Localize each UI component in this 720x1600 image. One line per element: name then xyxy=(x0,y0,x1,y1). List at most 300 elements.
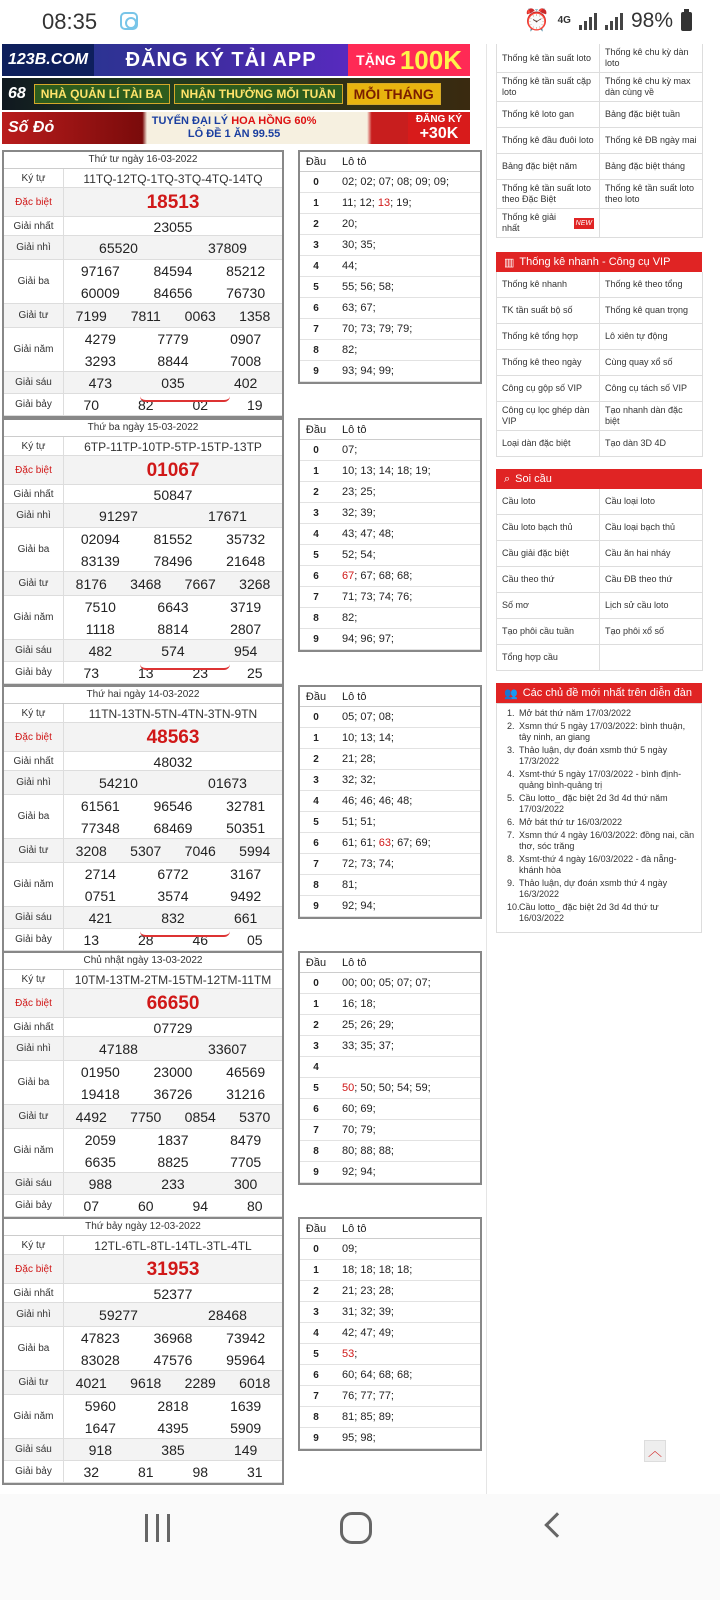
prize-row-g5 xyxy=(4,1129,282,1173)
prize-values xyxy=(64,1105,282,1128)
sidebar-link[interactable]: Lô xiên tự động xyxy=(600,324,703,350)
sidebar-link[interactable]: TK tần suất bộ số xyxy=(497,298,600,324)
prize-number: 421 xyxy=(88,910,112,926)
prize-number: 19418 xyxy=(80,1086,120,1102)
prize-number: 21648 xyxy=(226,553,266,569)
prize-number: 65520 xyxy=(99,240,138,256)
prize-number: 8814 xyxy=(157,621,189,637)
loto-head-digit: 5 xyxy=(313,1082,319,1094)
sidebar-link[interactable]: Công cụ tách số VIP xyxy=(600,376,703,402)
sidebar-link[interactable]: Cùng quay xổ số xyxy=(600,350,703,376)
loto-row xyxy=(300,340,480,361)
loto-values: 16; 18; xyxy=(342,998,376,1010)
prize-number: 83028 xyxy=(80,1352,120,1368)
prize-values xyxy=(64,989,282,1017)
topic-item[interactable] xyxy=(507,708,695,719)
loto-head-digit: 0 xyxy=(313,1243,319,1255)
sidebar-link[interactable]: Thống kê theo tổng xyxy=(600,272,703,298)
battery-level: 98% xyxy=(630,9,673,32)
loto-row xyxy=(300,791,480,812)
loto-head-digit: 3 xyxy=(313,507,319,519)
prize-number: 7046 xyxy=(184,843,216,859)
loto-values: 23; 25; xyxy=(342,486,376,498)
prize-number: 46569 xyxy=(226,1064,266,1080)
prize-number: 233 xyxy=(161,1176,185,1192)
prize-number: 18513 xyxy=(146,191,200,213)
loto-row xyxy=(300,1407,480,1428)
prize-values xyxy=(64,188,282,216)
prize-number: 60 xyxy=(137,1198,154,1214)
prize-row-ky xyxy=(4,970,282,989)
loto-header xyxy=(300,687,480,707)
loto-values: 70; 73; 79; 79; xyxy=(342,323,413,335)
prize-label: Giải năm xyxy=(4,1129,64,1172)
prize-label: Đặc biệt xyxy=(4,989,64,1017)
loto-values: 21; 28; xyxy=(342,753,376,765)
loto-head-digit: 8 xyxy=(313,1145,319,1157)
loto-values: 92; 94; xyxy=(342,1166,376,1178)
loto-head-digit: 4 xyxy=(313,1327,319,1339)
loto-row xyxy=(300,1078,480,1099)
prize-number: 2818 xyxy=(157,1398,189,1414)
prize-row-g6 xyxy=(4,1439,282,1461)
prize-number: 7510 xyxy=(84,599,116,615)
loto-row xyxy=(300,524,480,545)
prize-number: 9492 xyxy=(230,888,262,904)
prize-number: 84594 xyxy=(153,263,193,279)
topic-title: Cầu lotto_ đặc biệt 2d 3d 4d thứ năm 17/03/2022 xyxy=(519,793,668,814)
navigation-bar xyxy=(0,1494,720,1600)
prize-label: Giải tư xyxy=(4,839,64,862)
loto-row xyxy=(300,482,480,503)
topic-title: Xsmt-thứ 4 ngày 16/03/2022 - đà nẵng-khánh hòa xyxy=(519,854,677,875)
banner-logo: 68 xyxy=(8,85,26,102)
topic-number: 5. xyxy=(507,793,515,803)
prize-number: 4395 xyxy=(157,1420,189,1436)
recent-apps-button[interactable] xyxy=(145,1514,170,1542)
sidebar-link[interactable]: Thống kê theo ngày xyxy=(497,350,600,376)
prize-values xyxy=(64,752,282,770)
sidebar-link[interactable]: Thống kê tần suất cặp loto xyxy=(497,73,600,102)
back-button[interactable] xyxy=(544,1512,569,1537)
prize-values xyxy=(64,1129,282,1172)
prize-row-g5 xyxy=(4,328,282,372)
result-table xyxy=(2,685,284,953)
loto-head-digit: 9 xyxy=(313,365,319,377)
dau-label: Đầu xyxy=(305,956,327,969)
sidebar-link[interactable]: Thống kê ĐB ngày mai xyxy=(600,128,703,154)
prize-number: 11TQ-12TQ-1TQ-3TQ-4TQ-14TQ xyxy=(83,171,263,186)
prize-label: Ký tự xyxy=(4,704,64,722)
loto-row xyxy=(300,256,480,277)
loto-values: 60; 69; xyxy=(342,1103,376,1115)
loto-row xyxy=(300,875,480,896)
loto-head-digit: 1 xyxy=(313,1264,319,1276)
banner-logo: Số Đỏ xyxy=(8,119,55,136)
loto-head-digit: 3 xyxy=(313,1040,319,1052)
prize-row-g3 xyxy=(4,1061,282,1105)
prize-number: 661 xyxy=(233,910,258,926)
prize-row-db xyxy=(4,1255,282,1284)
result-date: Thứ bảy ngày 12-03-2022 xyxy=(4,1219,282,1236)
loto-table xyxy=(298,685,482,919)
loto-values: 07; xyxy=(342,444,358,456)
sidebar-link[interactable]: Loại dàn đặc biệt xyxy=(497,431,600,457)
prize-values xyxy=(64,260,282,303)
loto-row xyxy=(300,973,480,994)
loto-values: 30; 35; xyxy=(342,239,376,251)
prize-values xyxy=(64,1236,282,1254)
sidebar-link[interactable]: Cầu loto bạch thủ xyxy=(497,515,600,541)
prize-label: Giải sáu xyxy=(4,907,64,928)
prize-number: 73 xyxy=(83,665,100,681)
prize-label: Đặc biệt xyxy=(4,1255,64,1283)
banner-123b[interactable] xyxy=(2,44,470,76)
loto-values: 94; 96; 97; xyxy=(342,633,394,645)
prize-number: 60009 xyxy=(80,285,120,301)
status-time: 08:35 xyxy=(42,9,98,34)
loto-table xyxy=(298,418,482,652)
sidebar-link[interactable]: Thống kê chu kỳ dàn loto xyxy=(600,44,703,73)
prize-number: 17671 xyxy=(208,508,247,524)
sidebar-link[interactable]: Thống kê tổng hợp xyxy=(497,324,600,350)
prize-number: 3574 xyxy=(157,888,189,904)
sidebar-link[interactable]: Tổng hợp cầu xyxy=(497,645,600,671)
prize-number: 482 xyxy=(88,643,112,659)
prize-number: 0063 xyxy=(184,308,216,324)
topic-number: 7. xyxy=(507,830,515,840)
loto-values: 92; 94; xyxy=(342,900,376,912)
sidebar-link[interactable]: Thống kê tần suất loto xyxy=(497,44,600,73)
prize-number: 46 xyxy=(192,932,209,948)
loto-values: 32; 32; xyxy=(342,774,376,786)
prize-number: 94 xyxy=(192,1198,209,1214)
prize-number: 988 xyxy=(88,1176,112,1192)
loto-row xyxy=(300,214,480,235)
loto-values: 09; xyxy=(342,1243,358,1255)
prize-values xyxy=(64,528,282,571)
loto-values: 18; 18; 18; 18; xyxy=(342,1264,413,1276)
signal-icon xyxy=(579,12,597,30)
prize-number: 8825 xyxy=(157,1154,189,1170)
prize-row-g6 xyxy=(4,372,282,394)
prize-label: Giải nhất xyxy=(4,217,64,235)
topic-item[interactable] xyxy=(507,854,695,876)
prize-label: Giải nhất xyxy=(4,1018,64,1036)
topic-item[interactable] xyxy=(507,817,695,828)
loto-head-digit: 0 xyxy=(313,977,319,989)
loto-values: 11; 12; 13; 19; xyxy=(342,197,412,209)
loto-label: Lô tô xyxy=(342,423,367,436)
topic-title: Xsmn thứ 5 ngày 17/03/2022: bình thuận, tây ninh, an giang xyxy=(519,721,686,742)
loto-values: 82; xyxy=(342,344,358,356)
loto-row xyxy=(300,707,480,728)
prize-number: 01673 xyxy=(208,775,247,791)
loto-head-digit: 0 xyxy=(313,711,319,723)
prize-row-g6 xyxy=(4,640,282,662)
banner-gift: TẶNG 100K xyxy=(348,44,470,76)
sidebar-link[interactable]: Thống kê loto gan xyxy=(497,102,600,128)
prize-number: 36968 xyxy=(153,1330,193,1346)
topic-item[interactable] xyxy=(507,769,695,791)
loto-header xyxy=(300,152,480,172)
loto-head-digit: 4 xyxy=(313,260,319,272)
loto-row xyxy=(300,193,480,214)
prize-number: 954 xyxy=(233,643,258,659)
loto-values: 51; 51; xyxy=(342,816,376,828)
banner-register: ĐĂNG KÝ +30K xyxy=(408,112,470,144)
prize-number: 13 xyxy=(83,932,100,948)
prize-number: 402 xyxy=(233,375,258,391)
prize-number: 01067 xyxy=(146,459,200,481)
sidebar-link[interactable]: Tạo phôi xổ số xyxy=(600,619,703,645)
banner-68[interactable] xyxy=(2,78,470,110)
loto-head-digit: 5 xyxy=(313,816,319,828)
prize-values xyxy=(64,236,282,259)
sidebar-link[interactable]: Cầu loại loto xyxy=(600,489,703,515)
prize-number: 31216 xyxy=(226,1086,266,1102)
loto-head-digit: 3 xyxy=(313,239,319,251)
loto-head-digit: 6 xyxy=(313,302,319,314)
loto-values: 50; 50; 50; 54; 59; xyxy=(342,1082,431,1094)
topic-title: Xsmt-thứ 5 ngày 17/03/2022 - bình định-quảng bình-quảng trị xyxy=(519,769,682,790)
section-header: ▥ Thống kê nhanh - Công cụ VIP xyxy=(496,252,702,272)
alarm-icon: ⏰ xyxy=(523,9,550,32)
loto-head-digit: 1 xyxy=(313,197,319,209)
prize-label: Giải nhì xyxy=(4,1037,64,1060)
sidebar-link[interactable]: Thống kê giải nhất NEW xyxy=(497,209,600,238)
result-table xyxy=(2,1217,284,1485)
forum-topics xyxy=(496,703,702,933)
loto-head-digit: 2 xyxy=(313,486,319,498)
prize-row-g3 xyxy=(4,528,282,572)
prize-number: 3719 xyxy=(230,599,262,615)
sidebar-link[interactable]: Tạo nhanh dàn đặc biệt xyxy=(600,402,703,431)
prize-number: 07 xyxy=(83,1198,100,1214)
sidebar-link[interactable]: Thống kê chu kỳ max dàn cùng về xyxy=(600,73,703,102)
prize-label: Giải nhì xyxy=(4,236,64,259)
sidebar-link[interactable]: Cầu theo thứ xyxy=(497,567,600,593)
prize-number: 1639 xyxy=(230,1398,262,1414)
loto-head-digit: 8 xyxy=(313,879,319,891)
sidebar-link[interactable]: Cầu ăn hai nháy xyxy=(600,541,703,567)
sidebar-link[interactable]: Bảng đặc biệt năm xyxy=(497,154,600,180)
sidebar-link[interactable]: Cầu giải đặc biệt xyxy=(497,541,600,567)
prize-row-g3 xyxy=(4,795,282,839)
prize-row-db xyxy=(4,723,282,752)
prize-number: 54210 xyxy=(99,775,138,791)
loto-label: Lô tô xyxy=(342,155,367,168)
topic-item[interactable] xyxy=(507,878,695,900)
prize-label: Giải tư xyxy=(4,1105,64,1128)
loto-row xyxy=(300,608,480,629)
loto-values: 82; xyxy=(342,612,358,624)
prize-label: Giải tư xyxy=(4,304,64,327)
banner-sodo[interactable] xyxy=(2,112,470,144)
prize-number: 78496 xyxy=(153,553,193,569)
hand-underline xyxy=(140,664,230,670)
stats-grid xyxy=(496,44,702,238)
prize-values xyxy=(64,304,282,327)
loto-head-digit: 9 xyxy=(313,900,319,912)
loto-head-digit: 6 xyxy=(313,1369,319,1381)
home-button[interactable] xyxy=(340,1512,372,1544)
prize-number: 0854 xyxy=(184,1109,216,1125)
prize-label: Giải bảy xyxy=(4,929,64,950)
topic-item[interactable] xyxy=(507,830,695,852)
page-content xyxy=(0,44,720,1494)
loto-head-digit: 9 xyxy=(313,1166,319,1178)
loto-row xyxy=(300,1302,480,1323)
sidebar-link[interactable] xyxy=(600,209,703,238)
sidebar-link[interactable] xyxy=(600,645,703,671)
prize-row-g1 xyxy=(4,752,282,771)
prize-number: 76730 xyxy=(226,285,266,301)
prize-number: 3208 xyxy=(75,843,107,859)
prize-values xyxy=(64,970,282,988)
loto-head-digit: 2 xyxy=(313,753,319,765)
prize-number: 02 xyxy=(192,397,209,413)
loto-head-digit: 5 xyxy=(313,281,319,293)
sidebar-link[interactable]: Thống kê đầu đuôi loto xyxy=(497,128,600,154)
prize-number: 7008 xyxy=(230,353,262,369)
loto-values: 95; 98; xyxy=(342,1432,376,1444)
prize-number: 28468 xyxy=(208,1307,247,1323)
prize-number: 37809 xyxy=(208,240,247,256)
loto-values: 55; 56; 58; xyxy=(342,281,394,293)
topic-item[interactable] xyxy=(507,902,695,924)
sidebar-link[interactable]: Lịch sử cầu loto xyxy=(600,593,703,619)
topic-number: 2. xyxy=(507,721,515,731)
prize-number: 31953 xyxy=(146,1258,200,1280)
prize-label: Ký tự xyxy=(4,1236,64,1254)
result-table xyxy=(2,150,284,418)
loto-head-digit: 6 xyxy=(313,837,319,849)
prize-values xyxy=(64,1303,282,1326)
prize-number: 32 xyxy=(83,1464,100,1480)
loto-values: 52; 54; xyxy=(342,549,376,561)
sidebar-link[interactable]: Cầu ĐB theo thứ xyxy=(600,567,703,593)
prize-row-g5 xyxy=(4,863,282,907)
sidebar-link[interactable]: Bảng đặc biệt tháng xyxy=(600,154,703,180)
prize-label: Ký tự xyxy=(4,437,64,455)
prize-row-g4 xyxy=(4,304,282,328)
prize-number: 70 xyxy=(83,397,100,413)
sidebar-link[interactable]: Thống kê tần suất loto theo loto xyxy=(600,180,703,209)
prize-label: Giải bảy xyxy=(4,394,64,415)
sidebar-link[interactable]: Tạo dàn 3D 4D xyxy=(600,431,703,457)
prize-number: 47576 xyxy=(153,1352,193,1368)
loto-row xyxy=(300,440,480,461)
prize-number: 3468 xyxy=(130,576,162,592)
prize-row-ky xyxy=(4,437,282,456)
prize-label: Đặc biệt xyxy=(4,188,64,216)
prize-number: 473 xyxy=(88,375,112,391)
loto-row xyxy=(300,172,480,193)
topic-item[interactable] xyxy=(507,745,695,767)
topic-item[interactable] xyxy=(507,793,695,815)
prize-number: 2289 xyxy=(184,1375,216,1391)
prize-values xyxy=(64,572,282,595)
prize-label: Giải nhất xyxy=(4,752,64,770)
loto-row xyxy=(300,277,480,298)
prize-values xyxy=(64,1018,282,1036)
prize-values xyxy=(64,839,282,862)
sidebar-link[interactable]: Công cụ gộp số VIP xyxy=(497,376,600,402)
prize-number: 50351 xyxy=(226,820,266,836)
loto-header xyxy=(300,420,480,440)
prize-label: Đặc biệt xyxy=(4,723,64,751)
loto-row xyxy=(300,1036,480,1057)
banner-text: TUYỂN ĐẠI LÝ HOA HỒNG 60% LÔ ĐỀ 1 ĂN 99.55 xyxy=(151,115,317,140)
prize-number: 36726 xyxy=(153,1086,193,1102)
scroll-to-top-button[interactable] xyxy=(644,1440,666,1462)
loto-row xyxy=(300,298,480,319)
prize-row-ky xyxy=(4,704,282,723)
prize-values xyxy=(64,437,282,455)
prize-number: 4279 xyxy=(84,331,116,347)
sidebar-link[interactable]: Thống kê quan trọng xyxy=(600,298,703,324)
sidebar-link[interactable]: Cầu loại bạch thủ xyxy=(600,515,703,541)
loto-values: 81; xyxy=(342,879,358,891)
prize-number: 6643 xyxy=(157,599,189,615)
prize-number: 28 xyxy=(137,932,154,948)
prize-number: 7811 xyxy=(130,308,161,324)
prize-label: Ký tự xyxy=(4,970,64,988)
loto-values: 42; 47; 49; xyxy=(342,1327,394,1339)
sidebar-link[interactable]: Bảng đặc biệt tuần xyxy=(600,102,703,128)
loto-head-digit: 7 xyxy=(313,323,319,335)
loto-row xyxy=(300,1344,480,1365)
prize-values xyxy=(64,1371,282,1394)
prize-values xyxy=(64,1037,282,1060)
prize-number: 8844 xyxy=(157,353,189,369)
prize-number: 35732 xyxy=(226,531,266,547)
sidebar-link[interactable]: Số mơ xyxy=(497,593,600,619)
prize-label: Giải tư xyxy=(4,1371,64,1394)
topic-number: 6. xyxy=(507,817,515,827)
loto-head-digit: 5 xyxy=(313,1348,319,1360)
sidebar-link[interactable]: Công cụ lọc ghép dàn VIP xyxy=(497,402,600,431)
prize-number: 2714 xyxy=(84,866,116,882)
prize-row-g1 xyxy=(4,217,282,236)
loto-head-digit: 7 xyxy=(313,858,319,870)
topic-item[interactable] xyxy=(507,721,695,743)
loto-head-digit: 2 xyxy=(313,1019,319,1031)
loto-head-digit: 7 xyxy=(313,1390,319,1402)
sidebar-link[interactable]: Thống kê tần suất loto theo Đặc Biệt xyxy=(497,180,600,209)
sidebar-link[interactable]: Tạo phôi cầu tuần xyxy=(497,619,600,645)
prize-values xyxy=(64,1195,282,1216)
prize-number: 48563 xyxy=(146,726,200,748)
prize-label: Giải bảy xyxy=(4,1195,64,1216)
prize-row-g4 xyxy=(4,1105,282,1129)
sidebar-link[interactable]: Cầu loto xyxy=(497,489,600,515)
prize-number: 5307 xyxy=(130,843,162,859)
new-badge: NEW xyxy=(575,219,592,227)
prize-number: 149 xyxy=(233,1442,258,1458)
loto-label: Lô tô xyxy=(342,690,367,703)
users-icon: 👥 xyxy=(504,687,518,700)
dau-label: Đầu xyxy=(305,423,327,436)
loto-table xyxy=(298,951,482,1185)
loto-head-digit: 0 xyxy=(313,444,319,456)
prize-number: 5370 xyxy=(239,1109,271,1125)
sidebar-link[interactable]: Thống kê nhanh xyxy=(497,272,600,298)
loto-row xyxy=(300,545,480,566)
result-table xyxy=(2,418,284,686)
loto-row xyxy=(300,1120,480,1141)
